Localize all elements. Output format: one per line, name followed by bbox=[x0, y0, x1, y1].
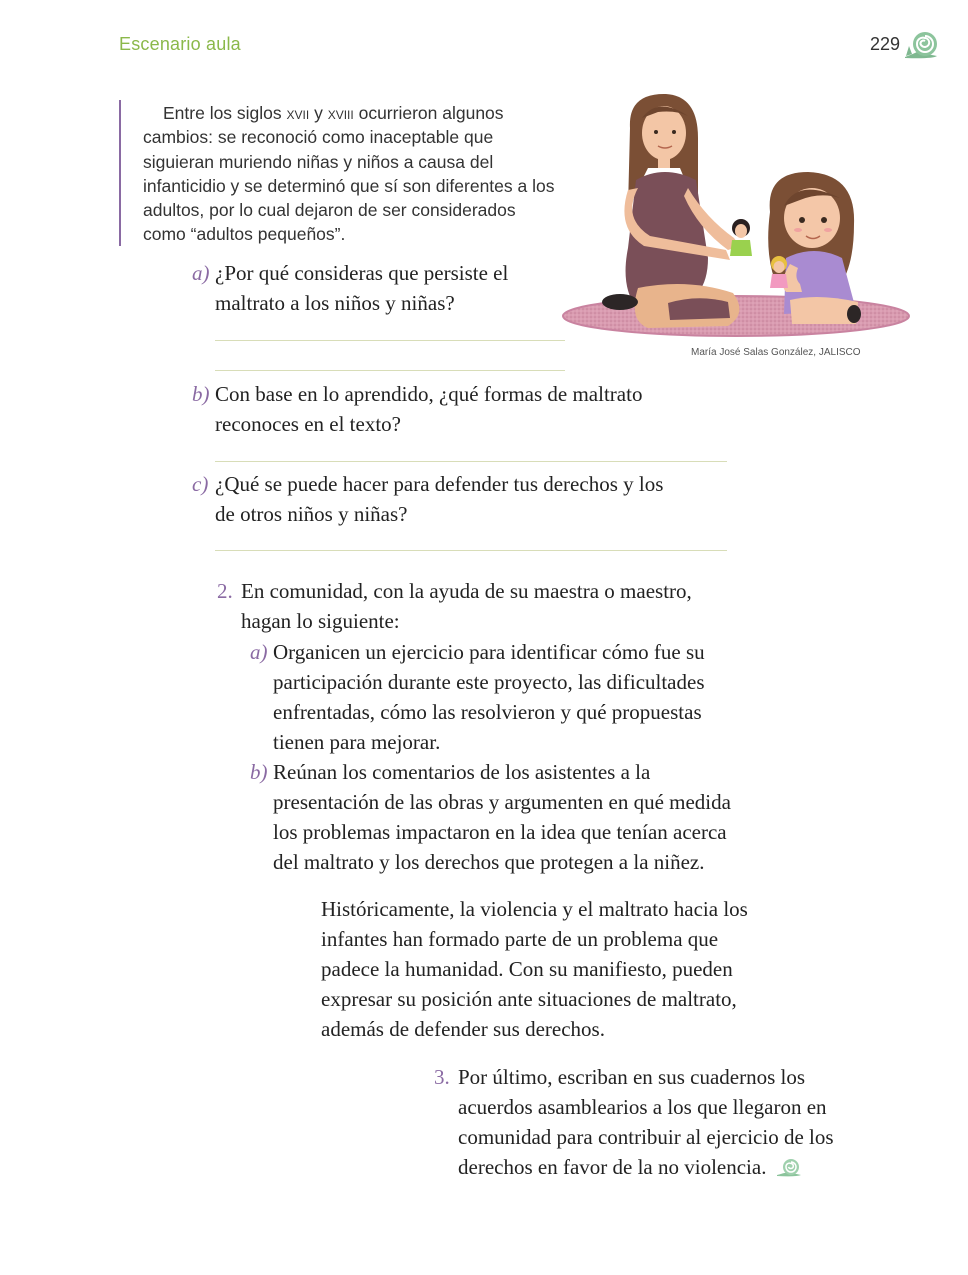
item-text: Organicen un ejercicio para identificar cómo fue su participación durante este proyecto, las dificultades enfrentadas, cómo las resolvieron y qué propuestas tienen para mejorar. bbox=[273, 640, 705, 754]
question-text: ¿Qué se puede hacer para defender tus derechos y los de otros niños y niñas? bbox=[215, 472, 664, 526]
question-label: a) bbox=[192, 261, 210, 285]
question-label: c) bbox=[192, 472, 209, 496]
mother-daughter-illustration bbox=[558, 88, 914, 344]
illustration-credit: María José Salas González, JALISCO bbox=[691, 347, 861, 358]
section-title: Escenario aula bbox=[119, 34, 241, 54]
step-2 bbox=[217, 576, 721, 636]
snail-logo-icon bbox=[903, 30, 939, 60]
snail-end-icon bbox=[776, 1157, 802, 1177]
step-3 bbox=[434, 1062, 858, 1182]
question-b bbox=[192, 379, 675, 439]
item-label: a) bbox=[250, 640, 268, 664]
answer-line[interactable] bbox=[215, 370, 565, 371]
step-2-item-a bbox=[250, 637, 735, 757]
question-text: ¿Por qué consideras que persiste el maltrato a los niños y niñas? bbox=[215, 261, 509, 315]
quote-accent-bar bbox=[119, 100, 121, 246]
step-text: En comunidad, con la ayuda de su maestra o maestro, hagan lo siguiente: bbox=[241, 579, 692, 633]
step-number: 2. bbox=[217, 579, 233, 603]
item-text: Reúnan los comentarios de los asistentes a la presentación de las obras y argumenten en qué medida los problemas impactaron en la idea que tenían acerca del maltrato y los derechos que protegen a la niñez. bbox=[273, 760, 731, 874]
step-text: Por último, escriban en sus cuadernos los acuerdos asamblearios a los que llegaron en comunidad para contribuir al ejercicio de los derechos en favor de la no violencia. bbox=[458, 1065, 834, 1179]
question-a bbox=[192, 258, 535, 318]
answer-line[interactable] bbox=[215, 461, 727, 462]
page-number: 229 bbox=[870, 34, 901, 54]
note-paragraph: Históricamente, la violencia y el maltrato hacia los infantes han formado parte de un problema que padece la humanidad. Con su manifiesto, pueden expresar su posición ante situaciones de maltrato, además de defender sus derechos. bbox=[321, 897, 748, 1041]
step-number: 3. bbox=[434, 1065, 450, 1089]
question-text: Con base en lo aprendido, ¿qué formas de maltrato reconoces en el texto? bbox=[215, 382, 643, 436]
answer-line[interactable] bbox=[215, 340, 565, 341]
answer-line[interactable] bbox=[215, 550, 727, 551]
quote-block: Entre los siglos xvii y xviii ocurrieron algunos cambios: se reconoció como inaceptable que siguieran muriendo niñas y niños a causa del infanticidio y se determinó que sí son diferentes a los adultos, por lo cual dejaron de ser considerados como “adultos pequeños”. bbox=[143, 103, 555, 245]
question-label: b) bbox=[192, 382, 210, 406]
item-label: b) bbox=[250, 760, 268, 784]
step-2-item-b bbox=[250, 757, 753, 877]
question-c bbox=[192, 469, 675, 529]
